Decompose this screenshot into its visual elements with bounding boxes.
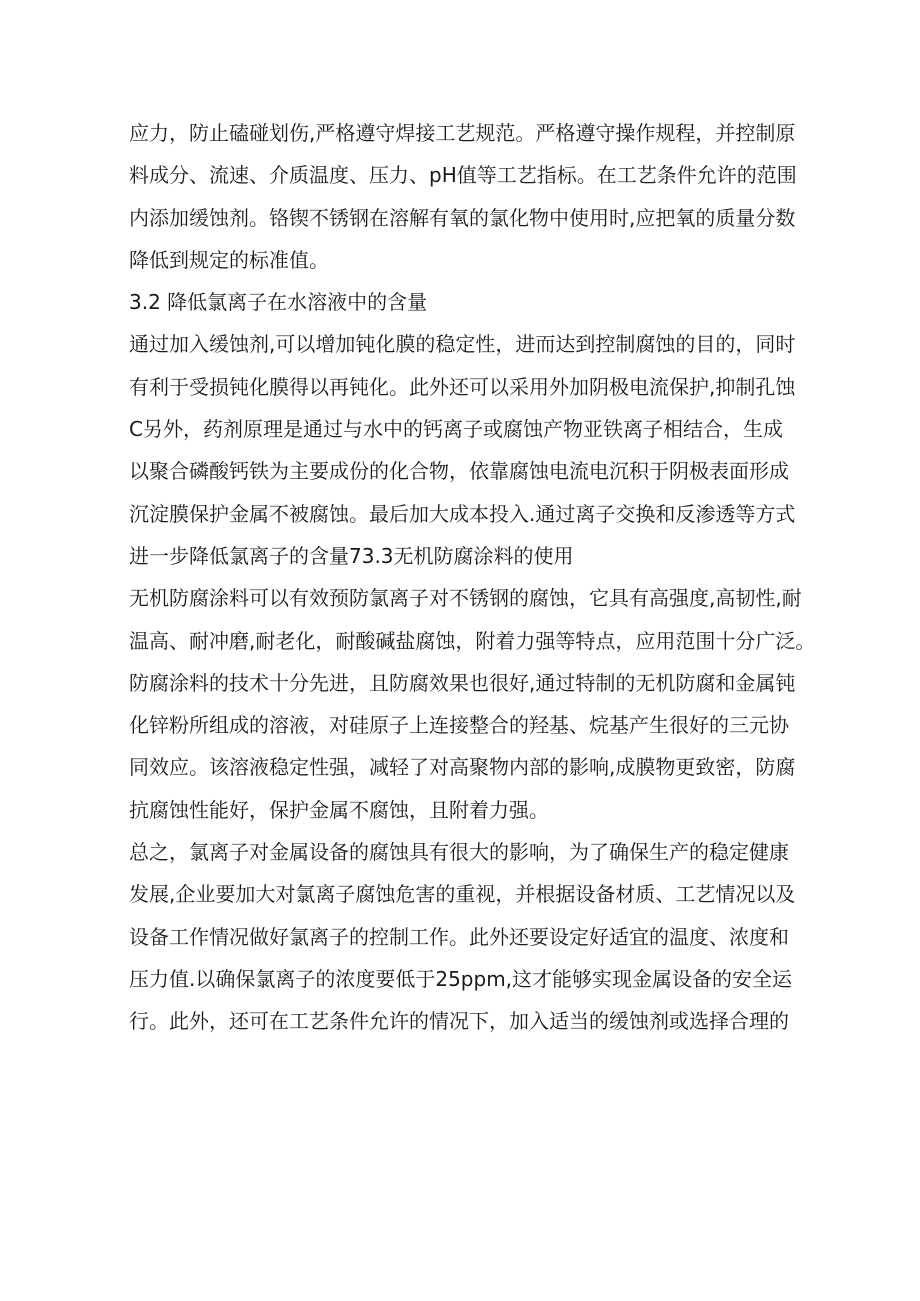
text-line: 以聚合磷酸钙铁为主要成份的化合物，依靠腐蚀电流电沉积于阴极表面形成 [129, 459, 789, 484]
text-line: 行。此外，还可在工艺条件允许的情况下，加入适当的缓蚀剂或选择合理的 [129, 1009, 789, 1034]
text-line: 压力值.以确保氯离子的浓度要低于25ppm,这才能够实现金属设备的安全运 [129, 966, 793, 991]
text-line: 沉淀膜保护金属不被腐蚀。最后加大成本投入.通过离子交换和反渗透等方式 [129, 501, 796, 526]
text-line: 内添加缓蚀剂。铬锲不锈钢在溶解有氧的氯化物中使用时,应把氧的质量分数 [129, 205, 796, 230]
section-heading: 3.2 降低氯离子在水溶液中的含量 [129, 290, 428, 315]
text-line: 降低到规定的标准值。 [129, 247, 329, 272]
text-line: C另外，药剂原理是通过与水中的钙离子或腐蚀产物亚铁离子相结合，生成 [129, 417, 783, 442]
text-line: 温高、耐冲磨,耐老化，耐酸碱盐腐蚀，附着力强等特点，应用范围十分广泛。 [129, 628, 816, 653]
text-line: 总之，氯离子对金属设备的腐蚀具有很大的影响，为了确保生产的稳定健康 [129, 840, 789, 865]
text-line: 抗腐蚀性能好，保护金属不腐蚀，且附着力强。 [129, 797, 549, 822]
text-line: 防腐涂料的技术十分先进，且防腐效果也很好,通过特制的无机防腐和金属钝 [129, 670, 796, 695]
text-line: 设备工作情况做好氯离子的控制工作。此外还要设定好适宜的温度、浓度和 [129, 924, 789, 949]
text-line: 通过加入缓蚀剂,可以增加钝化膜的稳定性，进而达到控制腐蚀的目的，同时 [129, 332, 796, 357]
text-line: 有利于受损钝化膜得以再钝化。此外还可以采用外加阴极电流保护,抑制孔蚀 [129, 374, 796, 399]
text-line: 料成分、流速、介质温度、压力、pH值等工艺指标。在工艺条件允许的范围 [129, 163, 797, 188]
text-line: 同效应。该溶液稳定性强，减轻了对高聚物内部的影响,成膜物更致密，防腐 [129, 755, 796, 780]
text-line: 应力，防止磕碰划伤,严格遵守焊接工艺规范。严格遵守操作规程，并控制原 [129, 121, 796, 145]
text-line: 化锌粉所组成的溶液，对硅原子上连接整合的羟基、烷基产生很好的三元协 [129, 713, 789, 738]
text-line: 发展,企业要加大对氯离子腐蚀危害的重视，并根据设备材质、工艺情况以及 [129, 882, 796, 907]
document-body [129, 112, 816, 1043]
text-line: 进一步降低氯离子的含量73.3无机防腐涂料的使用 [129, 543, 574, 568]
text-line: 无机防腐涂料可以有效预防氯离子对不锈钢的腐蚀，它具有高强度,高韧性,耐 [129, 586, 802, 611]
